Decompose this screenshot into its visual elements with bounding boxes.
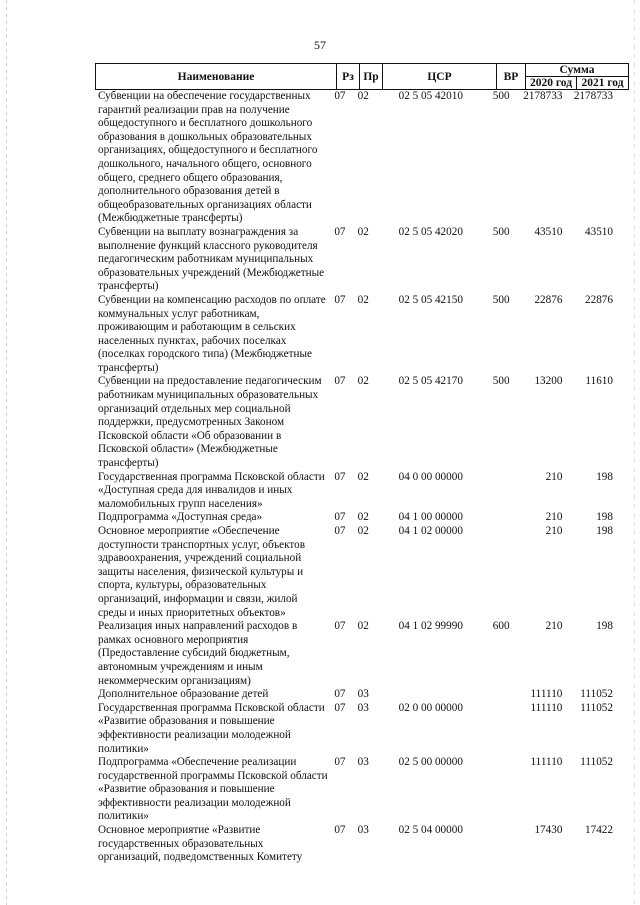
table-row bbox=[95, 375, 615, 470]
cell-s2020: 210 bbox=[545, 511, 563, 524]
cell-csr: 04 0 00 00000 bbox=[398, 470, 463, 483]
cell-s2020: 111110 bbox=[530, 756, 563, 769]
cell-s2021: 198 bbox=[596, 525, 613, 537]
cell-pr: 02 bbox=[357, 470, 369, 483]
cell-pr: 03 bbox=[357, 701, 369, 714]
cell-s2021: 198 bbox=[596, 470, 613, 483]
table-row bbox=[95, 756, 615, 824]
table-row bbox=[95, 824, 615, 865]
table-row bbox=[95, 90, 615, 226]
cell-name: Реализация иных направлений расходов в рамках основного мероприятия (Предоставление субсидий бюджетным, автономным учреждениям и иным некоммерческим организациям) bbox=[98, 620, 298, 687]
cell-name: Основное мероприятие «Развитие государственных образовательных организаций, подведомственных Комитету bbox=[98, 824, 303, 864]
cell-name: Подпрограмма «Доступная среда» bbox=[98, 511, 263, 524]
page-number: 57 bbox=[314, 38, 326, 52]
cell-csr: 02 5 00 00000 bbox=[398, 756, 463, 769]
cell-name: Подпрограмма «Обеспечение реализации государственной программы Псковской области «Развитие образования и повышение эффективности реализации молодежной политики» bbox=[98, 756, 328, 823]
cell-name: Субвенции на обеспечение государственных гарантий реализации прав на получение общедоступного и бесплатного дошкольного образования в дошкольных образовательных организациях, общедоступного и бесплатного дошкольного, начального общего, основного общего, среднего общего образования, дополнительного образования детей в общеобразовательных организациях области (Межбюджетные трансферты) bbox=[98, 90, 318, 225]
cell-s2021: 111052 bbox=[580, 701, 613, 714]
cell-vr: 500 bbox=[492, 293, 510, 306]
cell-s2021: 2178733 bbox=[573, 90, 613, 102]
cell-s2021: 43510 bbox=[585, 225, 613, 238]
cell-rz: 07 bbox=[334, 756, 346, 769]
cell-s2020: 22876 bbox=[534, 293, 563, 306]
cell-vr: 500 bbox=[492, 90, 510, 102]
cell-s2020: 17430 bbox=[534, 824, 563, 837]
cell-s2021: 198 bbox=[596, 511, 613, 524]
scan-edge-left bbox=[6, 0, 7, 905]
cell-s2021: 22876 bbox=[585, 293, 613, 306]
cell-pr: 02 bbox=[357, 620, 369, 633]
cell-s2020: 210 bbox=[545, 620, 563, 633]
cell-rz: 07 bbox=[334, 293, 346, 306]
cell-s2020: 2178733 bbox=[523, 90, 563, 102]
table-row bbox=[95, 620, 615, 688]
cell-rz: 07 bbox=[334, 375, 346, 388]
cell-rz: 07 bbox=[334, 225, 346, 238]
header-sum: Сумма bbox=[526, 64, 629, 77]
header-csr: ЦСР bbox=[383, 64, 497, 90]
table-header bbox=[95, 63, 629, 90]
cell-rz: 07 bbox=[334, 511, 346, 524]
cell-pr: 03 bbox=[357, 824, 369, 837]
cell-pr: 02 bbox=[357, 225, 369, 238]
cell-pr: 02 bbox=[357, 293, 369, 306]
cell-rz: 07 bbox=[334, 525, 346, 537]
cell-csr: 02 5 05 42170 bbox=[398, 375, 463, 388]
cell-s2020: 13200 bbox=[534, 375, 563, 388]
cell-name: Субвенции на предоставление педагогическим работникам муниципальных образовательных организаций отдельных мер социальной поддержки, предусмотренных Законом Псковской области «Об образовании в Псковской области» (Межбюджетные трансферты) bbox=[98, 375, 322, 470]
cell-s2020: 210 bbox=[545, 525, 563, 537]
cell-rz: 07 bbox=[334, 470, 346, 483]
cell-csr: 02 5 04 00000 bbox=[398, 824, 463, 837]
cell-vr: 600 bbox=[492, 620, 510, 633]
cell-csr: 04 1 00 00000 bbox=[398, 511, 463, 524]
cell-pr: 02 bbox=[357, 375, 369, 388]
table-row bbox=[95, 525, 615, 620]
table-row bbox=[95, 471, 615, 512]
cell-pr: 02 bbox=[357, 525, 369, 537]
cell-s2021: 11610 bbox=[585, 375, 613, 388]
cell-s2021: 111052 bbox=[580, 756, 613, 769]
cell-csr: 02 5 05 42020 bbox=[398, 225, 463, 238]
cell-name: Государственная программа Псковской области «Развитие образования и повышение эффективности реализации молодежной политики» bbox=[98, 701, 325, 755]
cell-pr: 02 bbox=[357, 511, 369, 524]
cell-s2020: 43510 bbox=[534, 225, 563, 238]
cell-csr: 02 0 00 00000 bbox=[398, 701, 463, 714]
header-2020: 2020 год bbox=[526, 77, 577, 90]
cell-name: Субвенции на выплату вознаграждения за выполнение функций классного руководителя педагогическим работникам муниципальных образовательных учреждений (Межбюджетные трансферты) bbox=[98, 225, 325, 293]
scan-edge-right bbox=[634, 0, 635, 905]
cell-s2021: 17422 bbox=[585, 824, 613, 837]
cell-vr: 500 bbox=[492, 225, 510, 238]
cell-s2021: 111052 bbox=[580, 688, 613, 701]
header-vr: ВР bbox=[497, 64, 526, 90]
cell-rz: 07 bbox=[334, 824, 346, 837]
cell-name: Субвенции на компенсацию расходов по оплате коммунальных услуг работникам, проживающим и работающим в сельских населенных пунктах, рабочих поселках (поселках городского типа) (Межбюджетные трансферты) bbox=[98, 293, 326, 374]
cell-rz: 07 bbox=[334, 620, 346, 633]
cell-s2020: 210 bbox=[545, 470, 563, 483]
header-pr: Пр bbox=[360, 64, 383, 90]
table-row bbox=[95, 294, 615, 376]
cell-csr: 02 5 05 42150 bbox=[398, 293, 463, 306]
table-row bbox=[95, 511, 615, 525]
cell-s2021: 198 bbox=[596, 620, 613, 633]
header-2021: 2021 год bbox=[577, 77, 629, 90]
table-row bbox=[95, 688, 615, 702]
cell-s2020: 111110 bbox=[530, 701, 563, 714]
cell-rz: 07 bbox=[334, 90, 346, 102]
table-row bbox=[95, 702, 615, 756]
header-name: Наименование bbox=[96, 64, 337, 90]
cell-rz: 07 bbox=[334, 688, 346, 701]
cell-csr: 04 1 02 00000 bbox=[398, 525, 463, 537]
cell-name: Государственная программа Псковской области «Доступная среда для инвалидов и иных маломобильных групп населения» bbox=[98, 470, 325, 510]
cell-vr: 500 bbox=[492, 375, 510, 388]
cell-csr: 02 5 05 42010 bbox=[398, 90, 463, 102]
cell-s2020: 111110 bbox=[530, 688, 563, 701]
cell-name: Дополнительное образование детей bbox=[98, 688, 269, 701]
cell-pr: 02 bbox=[357, 90, 369, 102]
table-row bbox=[95, 226, 615, 294]
cell-csr: 04 1 02 99990 bbox=[398, 620, 463, 633]
cell-pr: 03 bbox=[357, 756, 369, 769]
cell-pr: 03 bbox=[357, 688, 369, 701]
cell-rz: 07 bbox=[334, 701, 346, 714]
cell-name: Основное мероприятие «Обеспечение доступности транспортных услуг, объектов здравоохранения, учреждений социальной защиты населения, физической культуры и спорта, культуры, образовательных организаций, информации и связи, жилой среды и иных приоритетных объектов» bbox=[98, 525, 306, 619]
header-rz: Рз bbox=[337, 64, 360, 90]
table-body bbox=[95, 90, 615, 865]
